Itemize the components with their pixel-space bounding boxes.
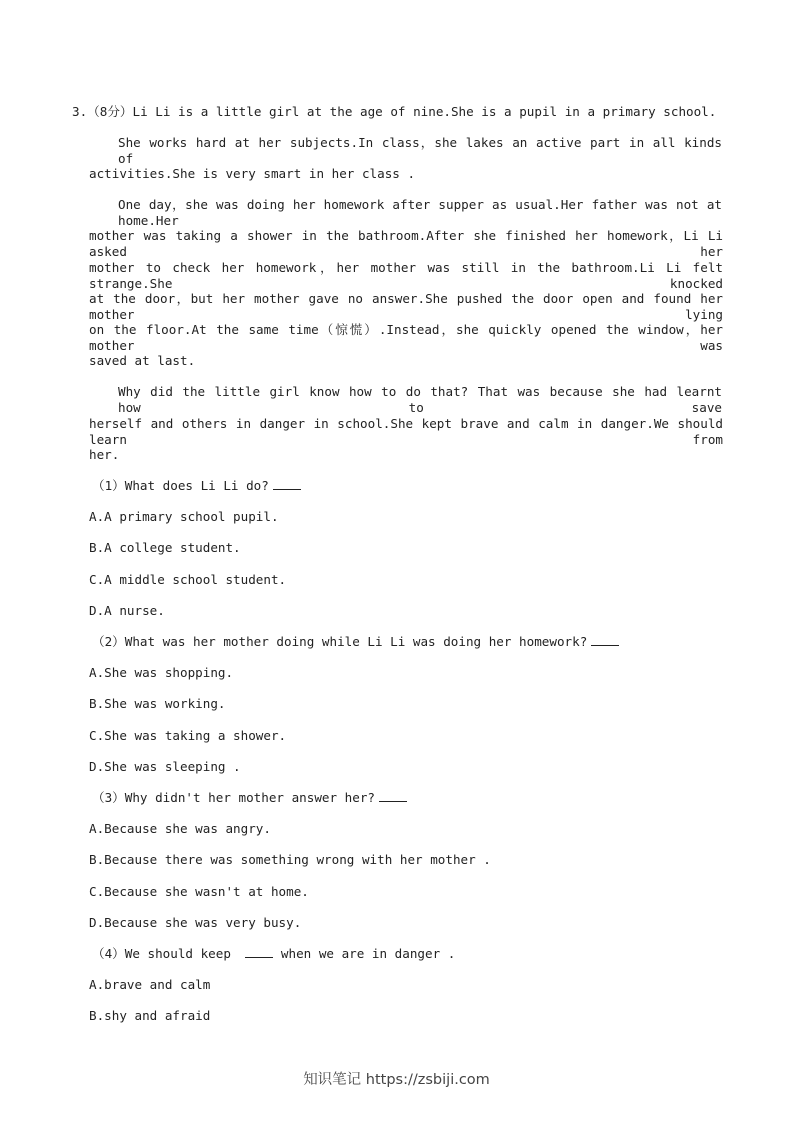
sub-question-4-stem-before: （4）We should keep (92, 946, 231, 961)
sub-question-3-stem: （3）Why didn't her mother answer her? (92, 790, 375, 805)
sub-question-2-stem: （2）What was her mother doing while Li Li was doing her homework? (92, 634, 588, 649)
option-4b: B.shy and afraid (89, 1008, 211, 1023)
sub-question-1 (92, 478, 301, 494)
passage-line-5: mother was taking a shower in the bathroom.After she finished her homework，Li Li asked her (89, 228, 723, 259)
sub-question-4 (92, 946, 455, 962)
option-2a: A.She was shopping. (89, 665, 234, 680)
sub-question-1-stem: （1）What does Li Li do? (92, 478, 269, 493)
option-2b: B.She was working. (89, 696, 226, 711)
question-number: 3.（8分） (72, 104, 133, 119)
option-3d: D.Because she was very busy. (89, 915, 302, 930)
sub-question-2 (92, 634, 619, 650)
option-1a: A.A primary school pupil. (89, 509, 279, 524)
passage-line-8: on the floor.At the same time（惊慌）.Instead，she quickly opened the window，her mother was (89, 322, 723, 353)
answer-blank[interactable] (245, 946, 273, 958)
option-2d: D.She was sleeping . (89, 759, 241, 774)
sub-question-3 (92, 790, 407, 806)
passage-line-6: mother to check her homework，her mother was still in the bathroom.Li Li felt strange.She knocked (89, 260, 723, 291)
passage-line-3: activities.She is very smart in her class . (89, 166, 416, 181)
option-4a: A.brave and calm (89, 977, 211, 992)
answer-blank[interactable] (591, 634, 619, 646)
passage-line-1: Li Li is a little girl at the age of nine.She is a pupil in a primary school. (132, 104, 717, 119)
answer-blank[interactable] (273, 478, 301, 490)
option-3a: A.Because she was angry. (89, 821, 271, 836)
option-1d: D.A nurse. (89, 603, 165, 618)
option-3c: C.Because she wasn't at home. (89, 884, 309, 899)
sub-question-4-stem-after: when we are in danger . (280, 946, 456, 961)
passage-line-2: She works hard at her subjects.In class，she lakes an active part in all kinds of (118, 135, 722, 166)
passage-line-11: herself and others in danger in school.She kept brave and calm in danger.We should learn from (89, 416, 723, 447)
option-1b: B.A college student. (89, 540, 241, 555)
passage-line-4: One day，she was doing her homework after supper as usual.Her father was not at home.Her (118, 197, 722, 228)
option-3b: B.Because there was something wrong with her mother . (89, 852, 491, 867)
passage-line-9: saved at last. (89, 353, 196, 368)
option-2c: C.She was taking a shower. (89, 728, 287, 743)
option-1c: C.A middle school student. (89, 572, 287, 587)
passage-line-12: her. (89, 447, 120, 462)
answer-blank[interactable] (379, 790, 407, 802)
passage-line-7: at the door，but her mother gave no answer.She pushed the door open and found her mother lying (89, 291, 723, 322)
question-first-line (72, 104, 716, 120)
footer-watermark: 知识笔记 https://zsbiji.com (303, 1072, 490, 1088)
passage-line-10: Why did the little girl know how to do that? That was because she had learnt how to save (118, 384, 722, 415)
